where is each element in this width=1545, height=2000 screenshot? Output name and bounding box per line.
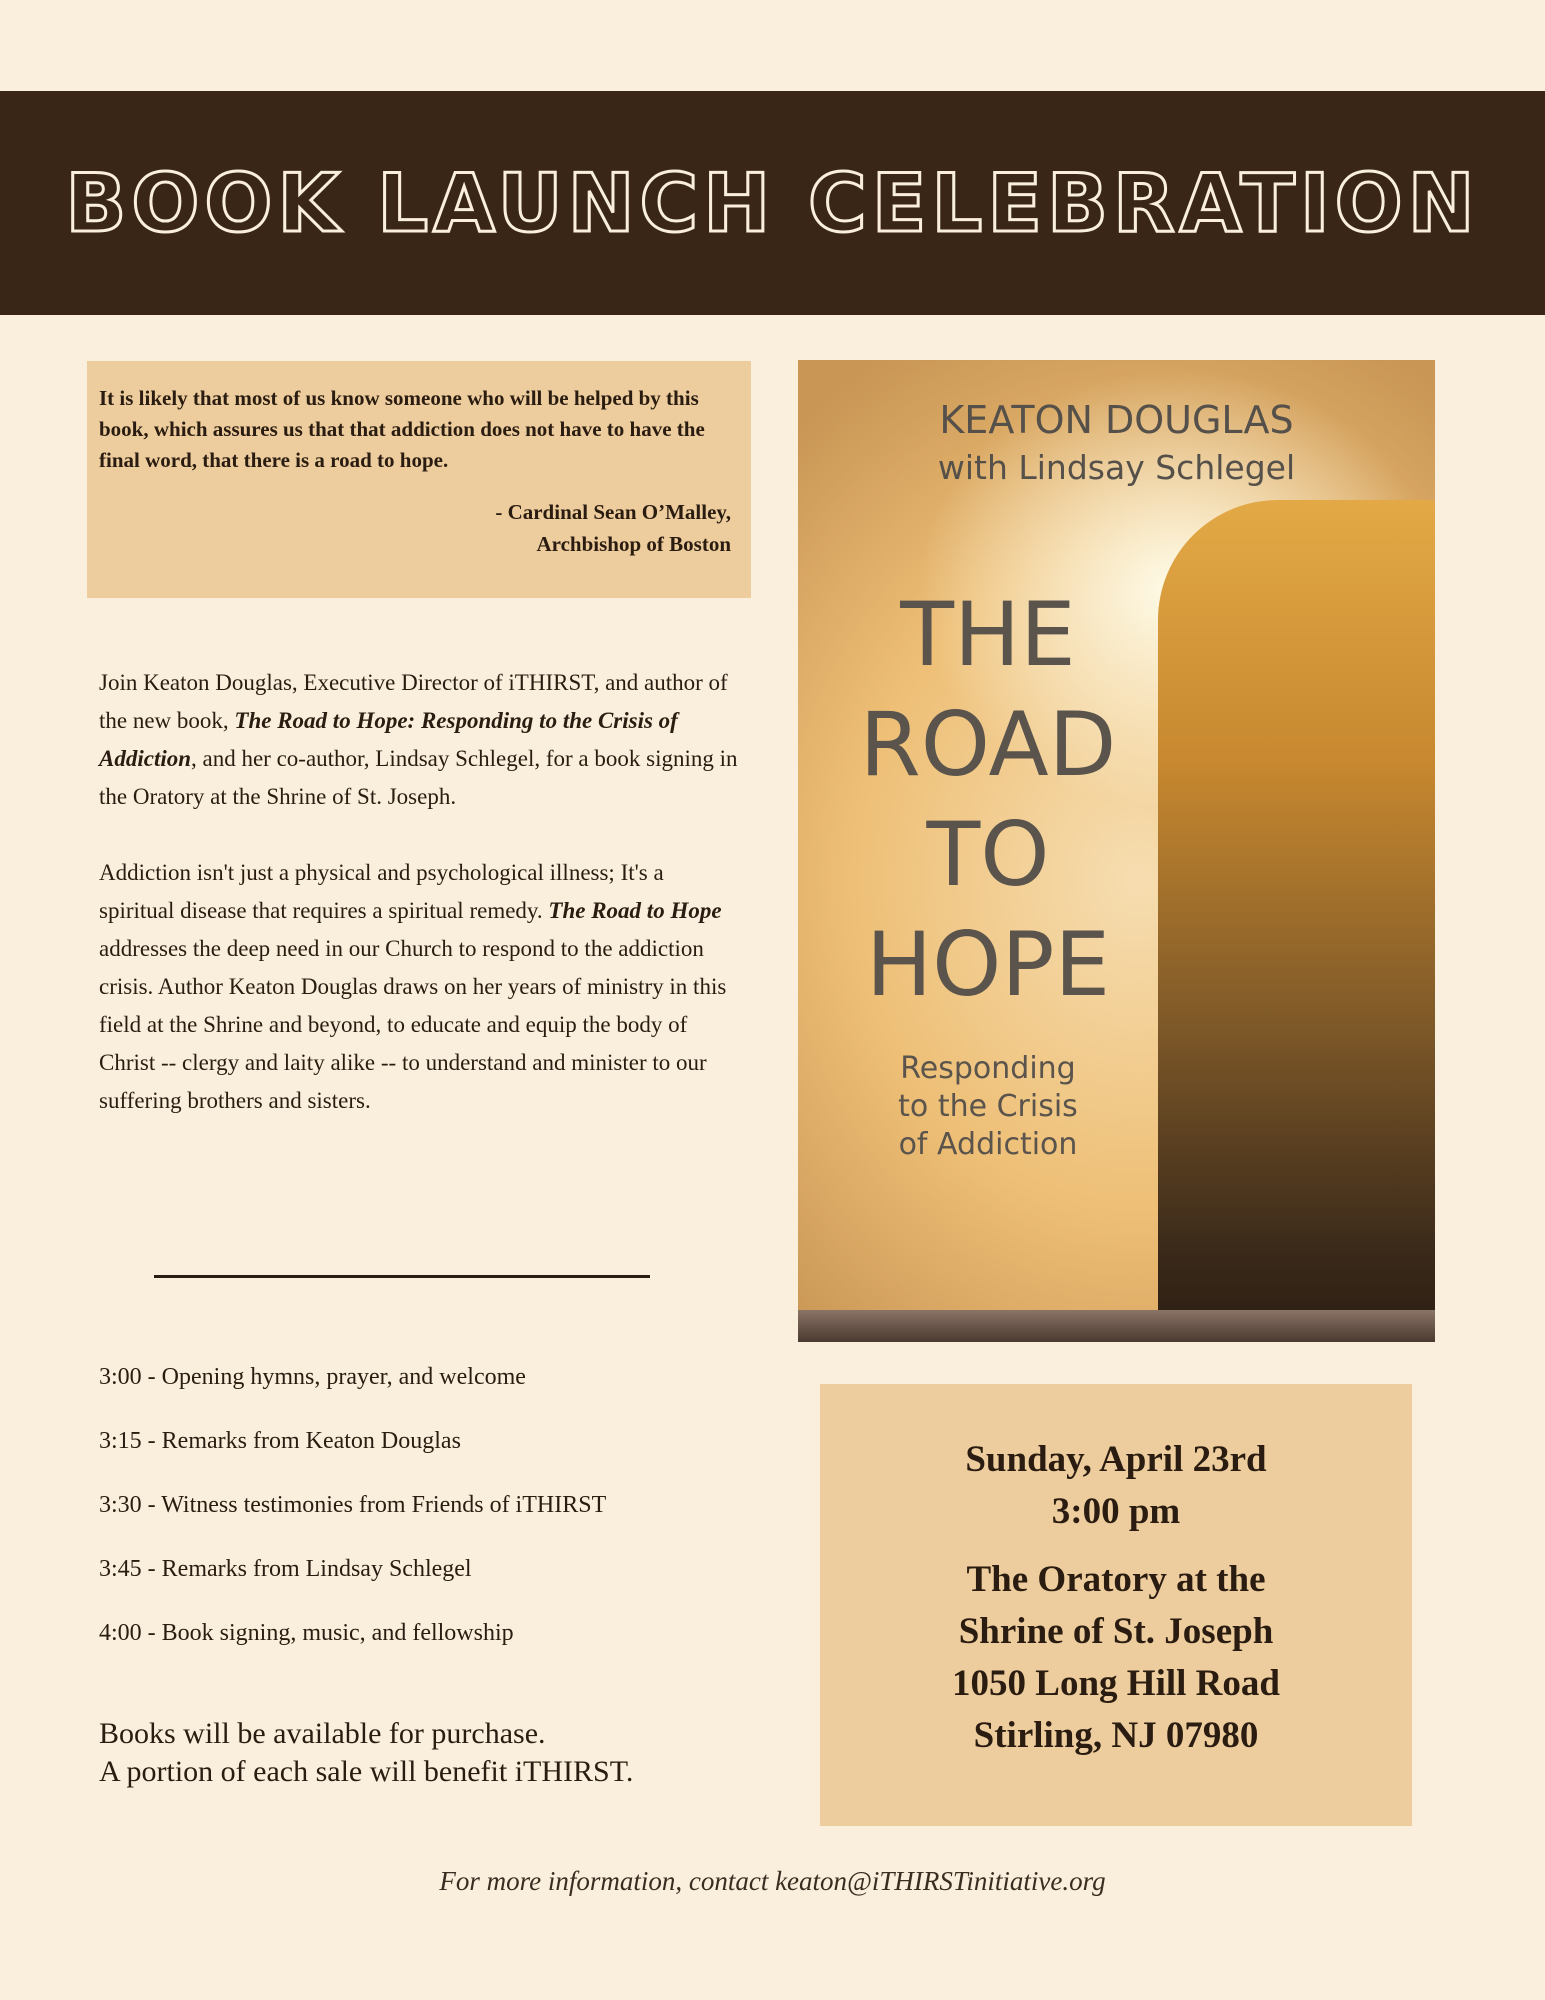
- purchase-line: A portion of each sale will benefit iTHIRST.: [99, 1755, 634, 1788]
- venue-line: The Oratory at the: [966, 1559, 1266, 1600]
- cover-title-line: ROAD: [859, 693, 1117, 796]
- purchase-note: [99, 1715, 799, 1791]
- purchase-line: Books will be available for purchase.: [99, 1717, 546, 1750]
- intro-paragraph: [99, 664, 739, 816]
- intro-text-2: , and her co-author, Lindsay Schlegel, for a book signing in the Oratory at the Shrine of St. Joseph.: [99, 746, 738, 809]
- event-venue: [820, 1554, 1412, 1762]
- intro-book-title: The Road to Hope: Responding to the Crisis of Addiction: [99, 708, 678, 771]
- cover-subtitle-line: Responding: [900, 1051, 1076, 1086]
- description-text-2: addresses the deep need in our Church to respond to the addiction crisis. Author Keaton Douglas draws on her years of ministry in this field at the Shrine and beyond, to educate and equip the body of Christ -- clergy and laity alike -- to understand and minister to our suffering brothers and sisters.: [99, 936, 727, 1113]
- event-datetime: [820, 1434, 1412, 1538]
- silhouette-figure: [1158, 500, 1435, 1342]
- venue-line: Shrine of St. Joseph: [958, 1611, 1274, 1652]
- header-banner: [0, 91, 1545, 315]
- cover-subtitle-line: to the Crisis: [898, 1089, 1078, 1124]
- quote-box: [87, 361, 751, 598]
- intro-text-1: Join Keaton Douglas, Executive Director of iTHIRST, and author of the new book,: [99, 670, 728, 733]
- book-cover: [798, 360, 1435, 1342]
- schedule-item: 4:00 - Book signing, music, and fellowship: [99, 1620, 514, 1646]
- footer-contact: For more information, contact keaton@iTHIRSTinitiative.org: [439, 1866, 1106, 1896]
- cover-title-line: THE: [900, 583, 1076, 686]
- schedule-list: [99, 1355, 739, 1675]
- cover-ledge: [798, 1310, 1435, 1342]
- cover-coauthor-name: with Lindsay Schlegel: [937, 448, 1296, 487]
- venue-line: Stirling, NJ 07980: [973, 1715, 1259, 1756]
- cover-subtitle-line: of Addiction: [898, 1127, 1078, 1162]
- quote-attribution: [99, 496, 731, 560]
- schedule-item: 3:30 - Witness testimonies from Friends of iTHIRST: [99, 1492, 607, 1518]
- body-text: [99, 664, 739, 1158]
- cover-subtitle: [838, 1050, 1138, 1164]
- venue-line: 1050 Long Hill Road: [952, 1663, 1280, 1704]
- page-title: BOOK LAUNCH CELEBRATION: [65, 156, 1480, 250]
- quote-text: It is likely that most of us know someone who will be helped by this book, which assures us that that addiction does not have to have the final word, that there is a road to hope.: [99, 386, 705, 472]
- quote-attribution-title: Archbishop of Boston: [536, 532, 731, 556]
- event-time: 3:00 pm: [1051, 1491, 1181, 1532]
- event-details: [820, 1384, 1412, 1826]
- description-book-title: The Road to Hope: [548, 898, 722, 923]
- cover-author: [798, 395, 1435, 491]
- divider: [154, 1275, 650, 1278]
- description-text-1: Addiction isn't just a physical and psychological illness; It's a spiritual disease that requires a spiritual remedy.: [99, 860, 664, 923]
- cover-title-line: TO: [926, 803, 1050, 906]
- cover-author-name: KEATON DOUGLAS: [939, 398, 1294, 442]
- schedule-item: 3:00 - Opening hymns, prayer, and welcome: [99, 1364, 526, 1390]
- cover-title: [838, 580, 1138, 1020]
- schedule-item: 3:45 - Remarks from Lindsay Schlegel: [99, 1556, 472, 1582]
- cover-title-line: HOPE: [865, 913, 1111, 1016]
- description-paragraph: [99, 854, 739, 1120]
- quote-attribution-name: - Cardinal Sean O’Malley,: [495, 500, 731, 524]
- schedule-item: 3:15 - Remarks from Keaton Douglas: [99, 1428, 461, 1454]
- event-date: Sunday, April 23rd: [965, 1439, 1267, 1480]
